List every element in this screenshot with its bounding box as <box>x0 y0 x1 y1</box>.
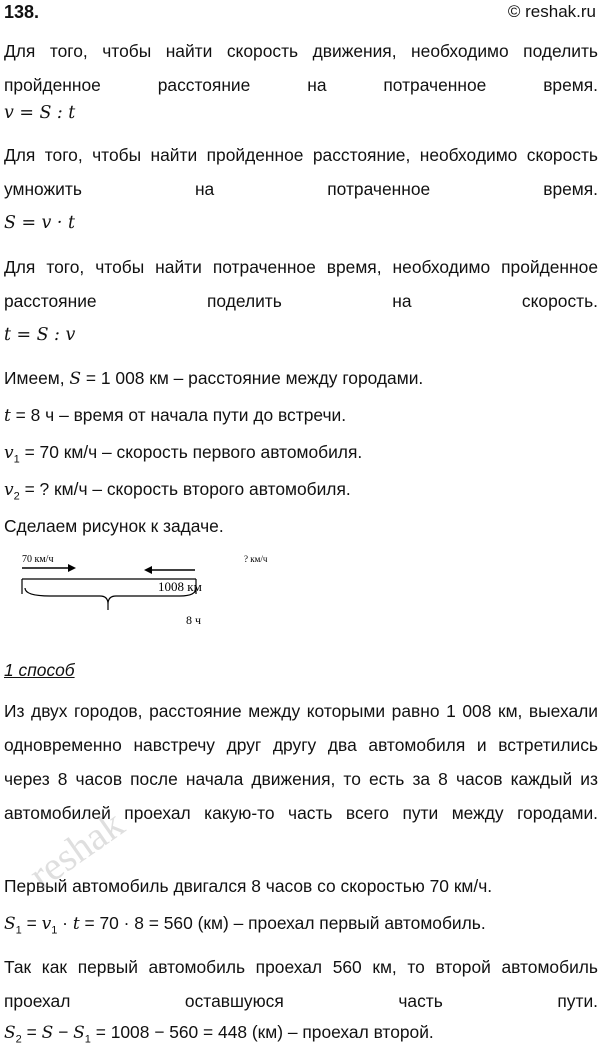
motion-diagram <box>0 548 602 638</box>
method-title: 1 способ <box>4 660 75 680</box>
given-v1: $v_1 = 70$ км/ч – скорость первого автомобиля. <box>4 442 363 466</box>
method-paragraph-3: Так как первый автомобиль проехал 560 км, то второй автомобиль проехал оставшуюся часть пути. <box>4 957 598 1011</box>
distance-label: 1008 км <box>158 579 202 594</box>
task-number: 138. <box>4 2 40 22</box>
right-speed-label: ? км/ч <box>244 554 268 564</box>
given-v2: $v_2$ = ? км/ч – скорость второго автомобиля. <box>4 479 351 503</box>
formula-distance: S = v · t <box>4 213 75 233</box>
theory-paragraph-3: Для того, чтобы найти потраченное время, необходимо пройденное расстояние поделить на скорость. <box>4 257 598 311</box>
left-speed-label: 70 км/ч <box>22 554 54 565</box>
given-time: t = 8 ч – время от начала пути до встречи. <box>4 405 347 426</box>
formula-speed: v = S : t <box>4 103 76 123</box>
figure-caption: Сделаем рисунок к задаче. <box>4 516 224 536</box>
formula-time: t = S : v <box>4 325 76 345</box>
site-credit: © reshak.ru <box>507 2 596 21</box>
given-distance: Имеем, S = 1 008 км – расстояние между городами. <box>4 368 424 389</box>
theory-paragraph-2: Для того, чтобы найти пройденное расстояние, необходимо скорость умножить на потраченное время. <box>4 145 598 199</box>
method-paragraph-2: Первый автомобиль двигался 8 часов со скоростью 70 км/ч. <box>4 876 493 896</box>
right-arrowhead <box>144 566 152 574</box>
time-label: 8 ч <box>186 613 202 627</box>
left-arrowhead <box>68 564 76 572</box>
s1-calculation: $S_1 = v_1 \cdot t = 70 \cdot 8 = 560$ (км) – проехал первый автомобиль. <box>4 913 486 937</box>
s2-calculation: $S_2 = S - S_1 = 1008 - 560 = 448$ (км) – проехал второй. <box>4 1022 434 1046</box>
watermark-logo: reshak <box>20 800 132 898</box>
method-paragraph-1: Из двух городов, расстояние между которыми равно 1 008 км, выехали одновременно навстречу друг другу два автомобиля и встретились через 8 часов после начала движения, то есть за 8 часов каждый из автомобилей проехал какую-то часть всего пути между городами. <box>4 701 598 823</box>
theory-paragraph-1: Для того, чтобы найти скорость движения, необходимо поделить пройденное расстояние на потраченное время. <box>4 41 598 95</box>
